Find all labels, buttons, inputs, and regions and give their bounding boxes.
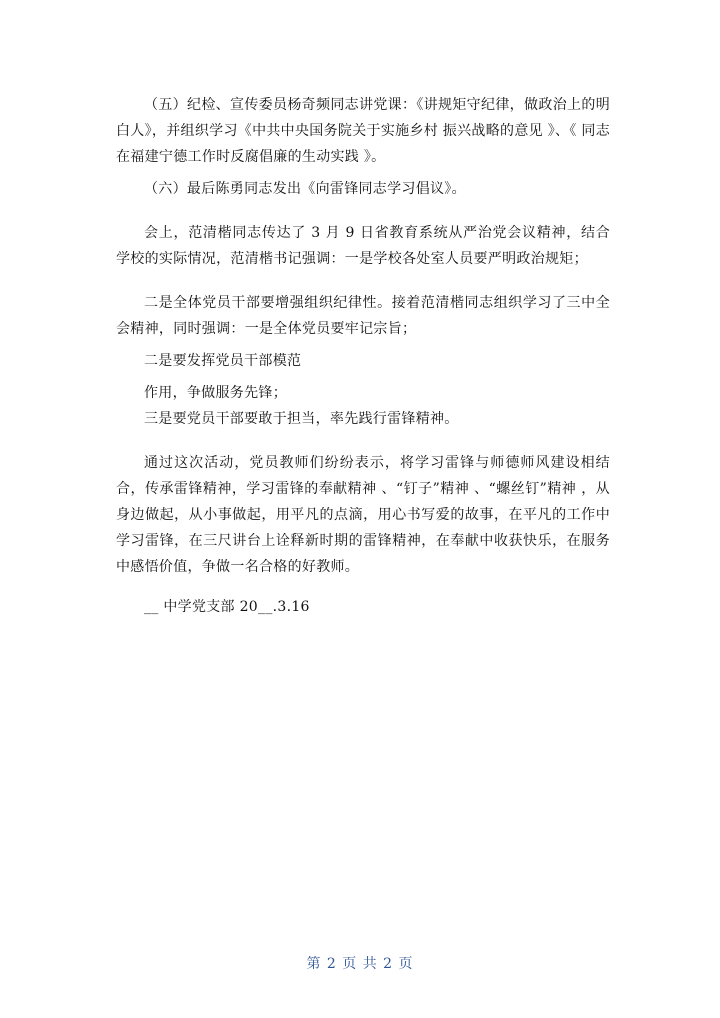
paragraph-service-pioneer: 作用，争做服务先锋； — [144, 385, 287, 401]
document-body — [116, 92, 610, 620]
paragraph-exemplary-role: 二是要发挥党员干部模范 — [144, 353, 302, 369]
paragraph-take-responsibility: 三是要党员干部要敢于担当，率先践行雷锋精神。 — [144, 411, 459, 427]
page-number-footer: 第 2 页 共 2 页 — [306, 956, 414, 972]
paragraph-meeting-intro: 会上，范清楷同志传达了 3 月 9 日省教育系统从严治党会议精神，结合学校的实际情况，范清楷书记强调：一是学校各处室人员要严明政治规矩； — [116, 225, 610, 267]
paragraph-activity-summary: 通过这次活动，党员教师们纷纷表示，将学习雷锋与师德师风建设相结合，传承雷锋精神，学习雷锋的奉献精神 、“钉子”精神 、“螺丝钉”精神 ，从身边做起，从小事做起，用平凡的点滴，用心书写爱的故事，在平凡的工作中学习雷锋，在三尺讲台上诠释新时期的雷锋精神，在奉献中收获快乐，在服务中感悟价值，争做一名合格的好教师。 — [116, 455, 610, 575]
paragraph-item-5: （五）纪检、宣传委员杨奇频同志讲党课：《讲规矩守纪律，做政治上的明白人》，并组织学习《中共中央国务院关于实施乡村 振兴战略的意见 》、《 同志在福建宁德工作时反腐倡廉的生动实践 》。 — [116, 97, 610, 165]
paragraph-discipline: 二是全体党员干部要增强组织纪律性。接着范清楷同志组织学习了三中全会精神，同时强调：一是全体党员要牢记宗旨； — [116, 295, 610, 337]
signature-line: __ 中学党支部 20__.3.16 — [144, 599, 310, 615]
paragraph-item-6: （六）最后陈勇同志发出《向雷锋同志学习倡议》。 — [144, 181, 466, 197]
